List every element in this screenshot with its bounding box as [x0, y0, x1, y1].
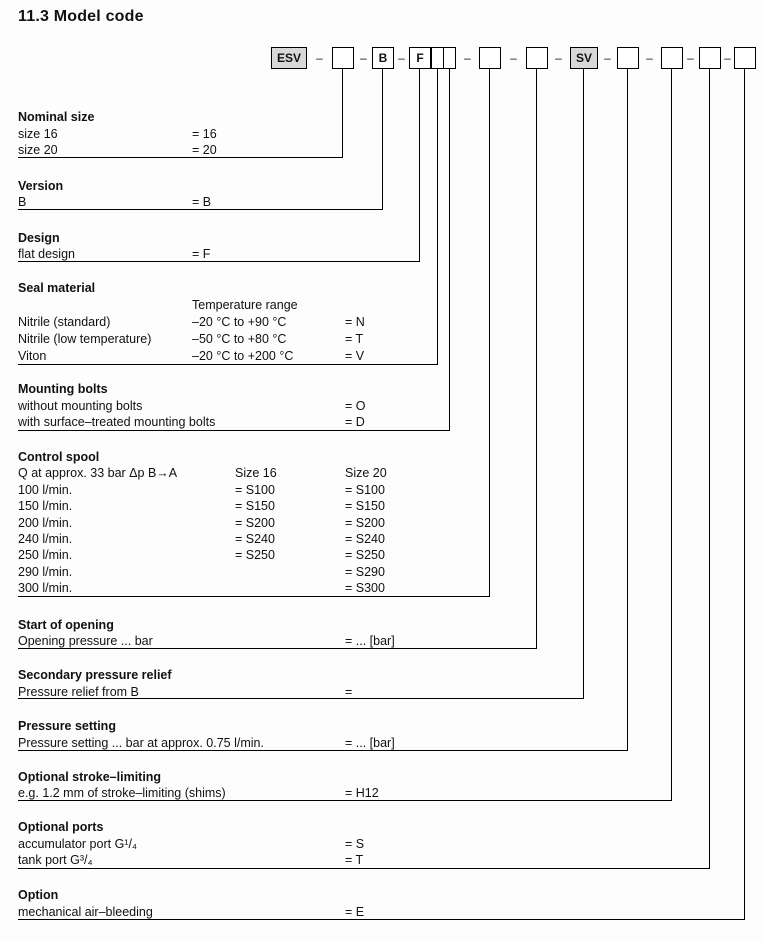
row-label: Nitrile (low temperature): [18, 332, 152, 346]
row-label: 100 l/min.: [18, 483, 73, 497]
row-label: with surface–treated mounting bolts: [18, 415, 216, 429]
connector-secondary-pressure-relief: [583, 69, 584, 698]
row-label: Opening pressure ... bar: [18, 634, 153, 648]
row-code-size20: = S240: [345, 532, 385, 546]
connector-mounting-bolts: [449, 69, 450, 430]
row-label: flat design: [18, 247, 75, 261]
row-label: 300 l/min.: [18, 581, 73, 595]
row-code: = ... [bar]: [345, 634, 395, 648]
row-code: = T: [345, 332, 364, 346]
rule-nominal-size: [18, 157, 343, 158]
rule-stroke-limiting: [18, 800, 672, 801]
code-box-version: B: [372, 47, 394, 69]
row-code-size20: = S150: [345, 499, 385, 513]
rule-option: [18, 919, 745, 920]
row-code: =: [345, 685, 353, 699]
row-range: –50 °C to +80 °C: [192, 332, 287, 346]
row-code: = ... [bar]: [345, 736, 395, 750]
rule-version: [18, 209, 383, 210]
row-label: 290 l/min.: [18, 565, 73, 579]
row-code: = V: [345, 349, 365, 363]
row-code: = F: [192, 247, 211, 261]
heading-stroke-limiting: Optional stroke–limiting: [18, 770, 162, 784]
row-label: 150 l/min.: [18, 499, 73, 513]
rule-control-spool: [18, 596, 490, 597]
connector-stroke-limiting: [671, 69, 672, 800]
code-dash: –: [724, 51, 731, 65]
page-title: 11.3 Model code: [18, 8, 144, 25]
row-code-size16: = S240: [235, 532, 275, 546]
code-dash: –: [316, 51, 323, 65]
row-range: –20 °C to +90 °C: [192, 315, 287, 329]
row-label: Pressure setting ... bar at approx. 0.75 l/min.: [18, 736, 264, 750]
row-code-size16: = S100: [235, 483, 275, 497]
code-box-stroke-limiting: [661, 47, 683, 69]
row-code: = 16: [192, 127, 217, 141]
row-label: size 16: [18, 127, 58, 141]
row-range: –20 °C to +200 °C: [192, 349, 294, 363]
column-header-size16: Size 16: [235, 466, 277, 480]
rule-pressure-setting: [18, 750, 628, 751]
column-header-flow: Q at approx. 33 bar Δp B→A: [18, 466, 178, 480]
row-code: = O: [345, 399, 366, 413]
row-code-size16: = S250: [235, 548, 275, 562]
connector-pressure-setting: [627, 69, 628, 750]
rule-mounting-bolts: [18, 430, 450, 431]
connector-option: [744, 69, 745, 919]
row-code-size20: = S290: [345, 565, 385, 579]
row-code-size20: = S200: [345, 516, 385, 530]
row-code: = T: [345, 853, 364, 867]
connector-start-of-opening: [536, 69, 537, 648]
connector-nominal-size: [342, 69, 343, 157]
row-code-size20: = S300: [345, 581, 385, 595]
code-dash: –: [360, 51, 367, 65]
connector-design: [419, 69, 420, 261]
connector-optional-ports: [709, 69, 710, 868]
connector-control-spool: [489, 69, 490, 596]
heading-nominal-size: Nominal size: [18, 110, 95, 124]
code-dash: –: [464, 51, 471, 65]
code-box-pressure-setting: [617, 47, 639, 69]
row-label: 240 l/min.: [18, 532, 73, 546]
row-code: = D: [345, 415, 365, 429]
code-dash: –: [687, 51, 694, 65]
row-label: B: [18, 195, 27, 209]
heading-version: Version: [18, 179, 64, 193]
row-code: = S: [345, 837, 365, 851]
heading-start-of-opening: Start of opening: [18, 618, 114, 632]
code-dash: –: [555, 51, 562, 65]
row-code: = N: [345, 315, 365, 329]
row-code-size20: = S100: [345, 483, 385, 497]
row-code: = H12: [345, 786, 379, 800]
row-code: = 20: [192, 143, 217, 157]
heading-mounting-bolts: Mounting bolts: [18, 382, 108, 396]
rule-start-of-opening: [18, 648, 537, 649]
row-label: 200 l/min.: [18, 516, 73, 530]
code-box-start-of-opening: [526, 47, 548, 69]
row-label: Pressure relief from B: [18, 685, 139, 699]
row-code: = B: [192, 195, 212, 209]
row-code-size16: = S200: [235, 516, 275, 530]
column-header: Temperature range: [192, 298, 298, 312]
code-dash: –: [604, 51, 611, 65]
rule-optional-ports: [18, 868, 710, 869]
heading-pressure-setting: Pressure setting: [18, 719, 116, 733]
row-code-size20: = S250: [345, 548, 385, 562]
code-dash: –: [646, 51, 653, 65]
heading-design: Design: [18, 231, 60, 245]
code-box-optional-ports: [699, 47, 721, 69]
code-box-secondary-pressure-relief: SV: [570, 47, 598, 69]
row-code: = E: [345, 905, 365, 919]
row-label: Viton: [18, 349, 47, 363]
code-box-design: F: [409, 47, 431, 69]
column-header-size20: Size 20: [345, 466, 387, 480]
row-label: Nitrile (standard): [18, 315, 111, 329]
code-dash: –: [398, 51, 405, 65]
code-dash: –: [510, 51, 517, 65]
code-box-nominal-size: [332, 47, 354, 69]
code-box-series: ESV: [271, 47, 307, 69]
rule-seal-material: [18, 364, 438, 365]
row-code-size16: = S150: [235, 499, 275, 513]
row-label: tank port G³/₄: [18, 853, 93, 867]
code-box-mounting-bolts: [443, 47, 456, 69]
heading-option: Option: [18, 888, 59, 902]
row-label: without mounting bolts: [18, 399, 143, 413]
heading-control-spool: Control spool: [18, 450, 100, 464]
row-label: accumulator port G¹/₄: [18, 837, 138, 851]
connector-seal-material: [437, 69, 438, 364]
code-box-option: [734, 47, 756, 69]
row-label: 250 l/min.: [18, 548, 73, 562]
code-box-control-spool: [479, 47, 501, 69]
row-label: e.g. 1.2 mm of stroke–limiting (shims): [18, 786, 226, 800]
heading-seal-material: Seal material: [18, 281, 96, 295]
heading-optional-ports: Optional ports: [18, 820, 104, 834]
heading-secondary-pressure-relief: Secondary pressure relief: [18, 668, 172, 682]
row-label: mechanical air–bleeding: [18, 905, 153, 919]
rule-design: [18, 261, 420, 262]
row-label: size 20: [18, 143, 58, 157]
connector-version: [382, 69, 383, 209]
